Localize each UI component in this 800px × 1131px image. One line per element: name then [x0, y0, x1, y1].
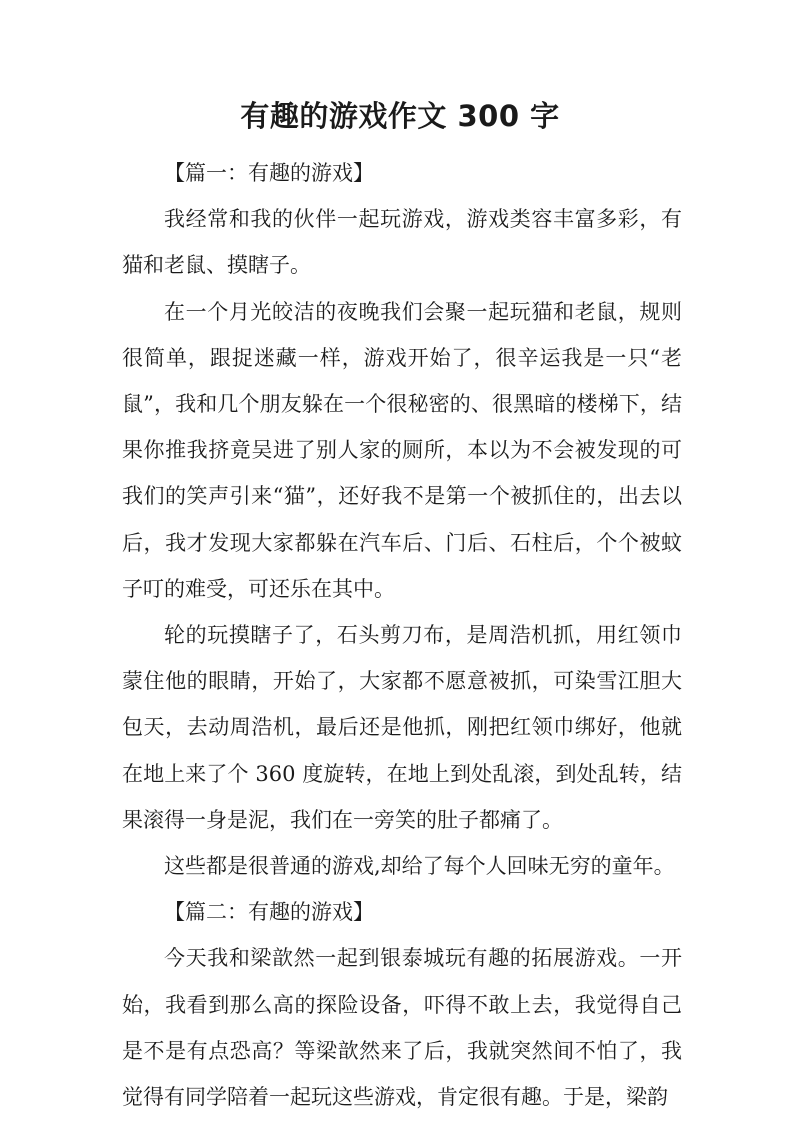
document-body	[122, 150, 682, 1120]
paragraph: 这些都是很普通的游戏,却给了每个人回味无穷的童年。	[164, 854, 675, 879]
section-heading-1: 【篇一：有趣的游戏】	[164, 161, 374, 185]
document-title: 有趣的游戏作文 300 字	[240, 99, 560, 133]
section-heading-2: 【篇二：有趣的游戏】	[164, 900, 374, 925]
paragraph: 在一个月光皎洁的夜晚我们会聚一起玩猫和老鼠，规则很简单，跟捉迷藏一样，游戏开始了，很辛运我是一只“老鼠”，我和几个朋友躲在一个很秘密的、很黑暗的楼梯下，结果你推我挤竟吴进了别人家的厕所，本以为不会被发现的可我们的笑声引来“猫”，还好我不是第一个被抓住的，出去以后，我才发现大家都躲在汽车后、门后、石柱后，个个被蚊子叮的难受，可还乐在其中。	[122, 299, 682, 601]
paragraph: 我经常和我的伙伴一起玩游戏，游戏类容丰富多彩，有猫和老鼠、摸瞎子。	[122, 207, 682, 278]
paragraph: 轮的玩摸瞎子了，石头剪刀布，是周浩机抓，用红领巾蒙住他的眼睛，开始了，大家都不愿意被抓，可染雪江胆大包天，去动周浩机，最后还是他抓，刚把红领巾绑好，他就在地上来了个 360 度旋转，在地上到处乱滚，到处乱转，结果滚得一身是泥，我们在一旁笑的肚子都痛了。	[122, 623, 682, 832]
paragraph: 今天我和梁歆然一起到银泰城玩有趣的拓展游戏。一开始，我看到那么高的探险设备，吓得不敢上去，我觉得自己是不是有点恐高？等梁歆然来了后，我就突然间不怕了，我觉得有同学陪着一起玩这些游戏，肯定很有趣。于是，梁韵	[122, 946, 682, 1110]
